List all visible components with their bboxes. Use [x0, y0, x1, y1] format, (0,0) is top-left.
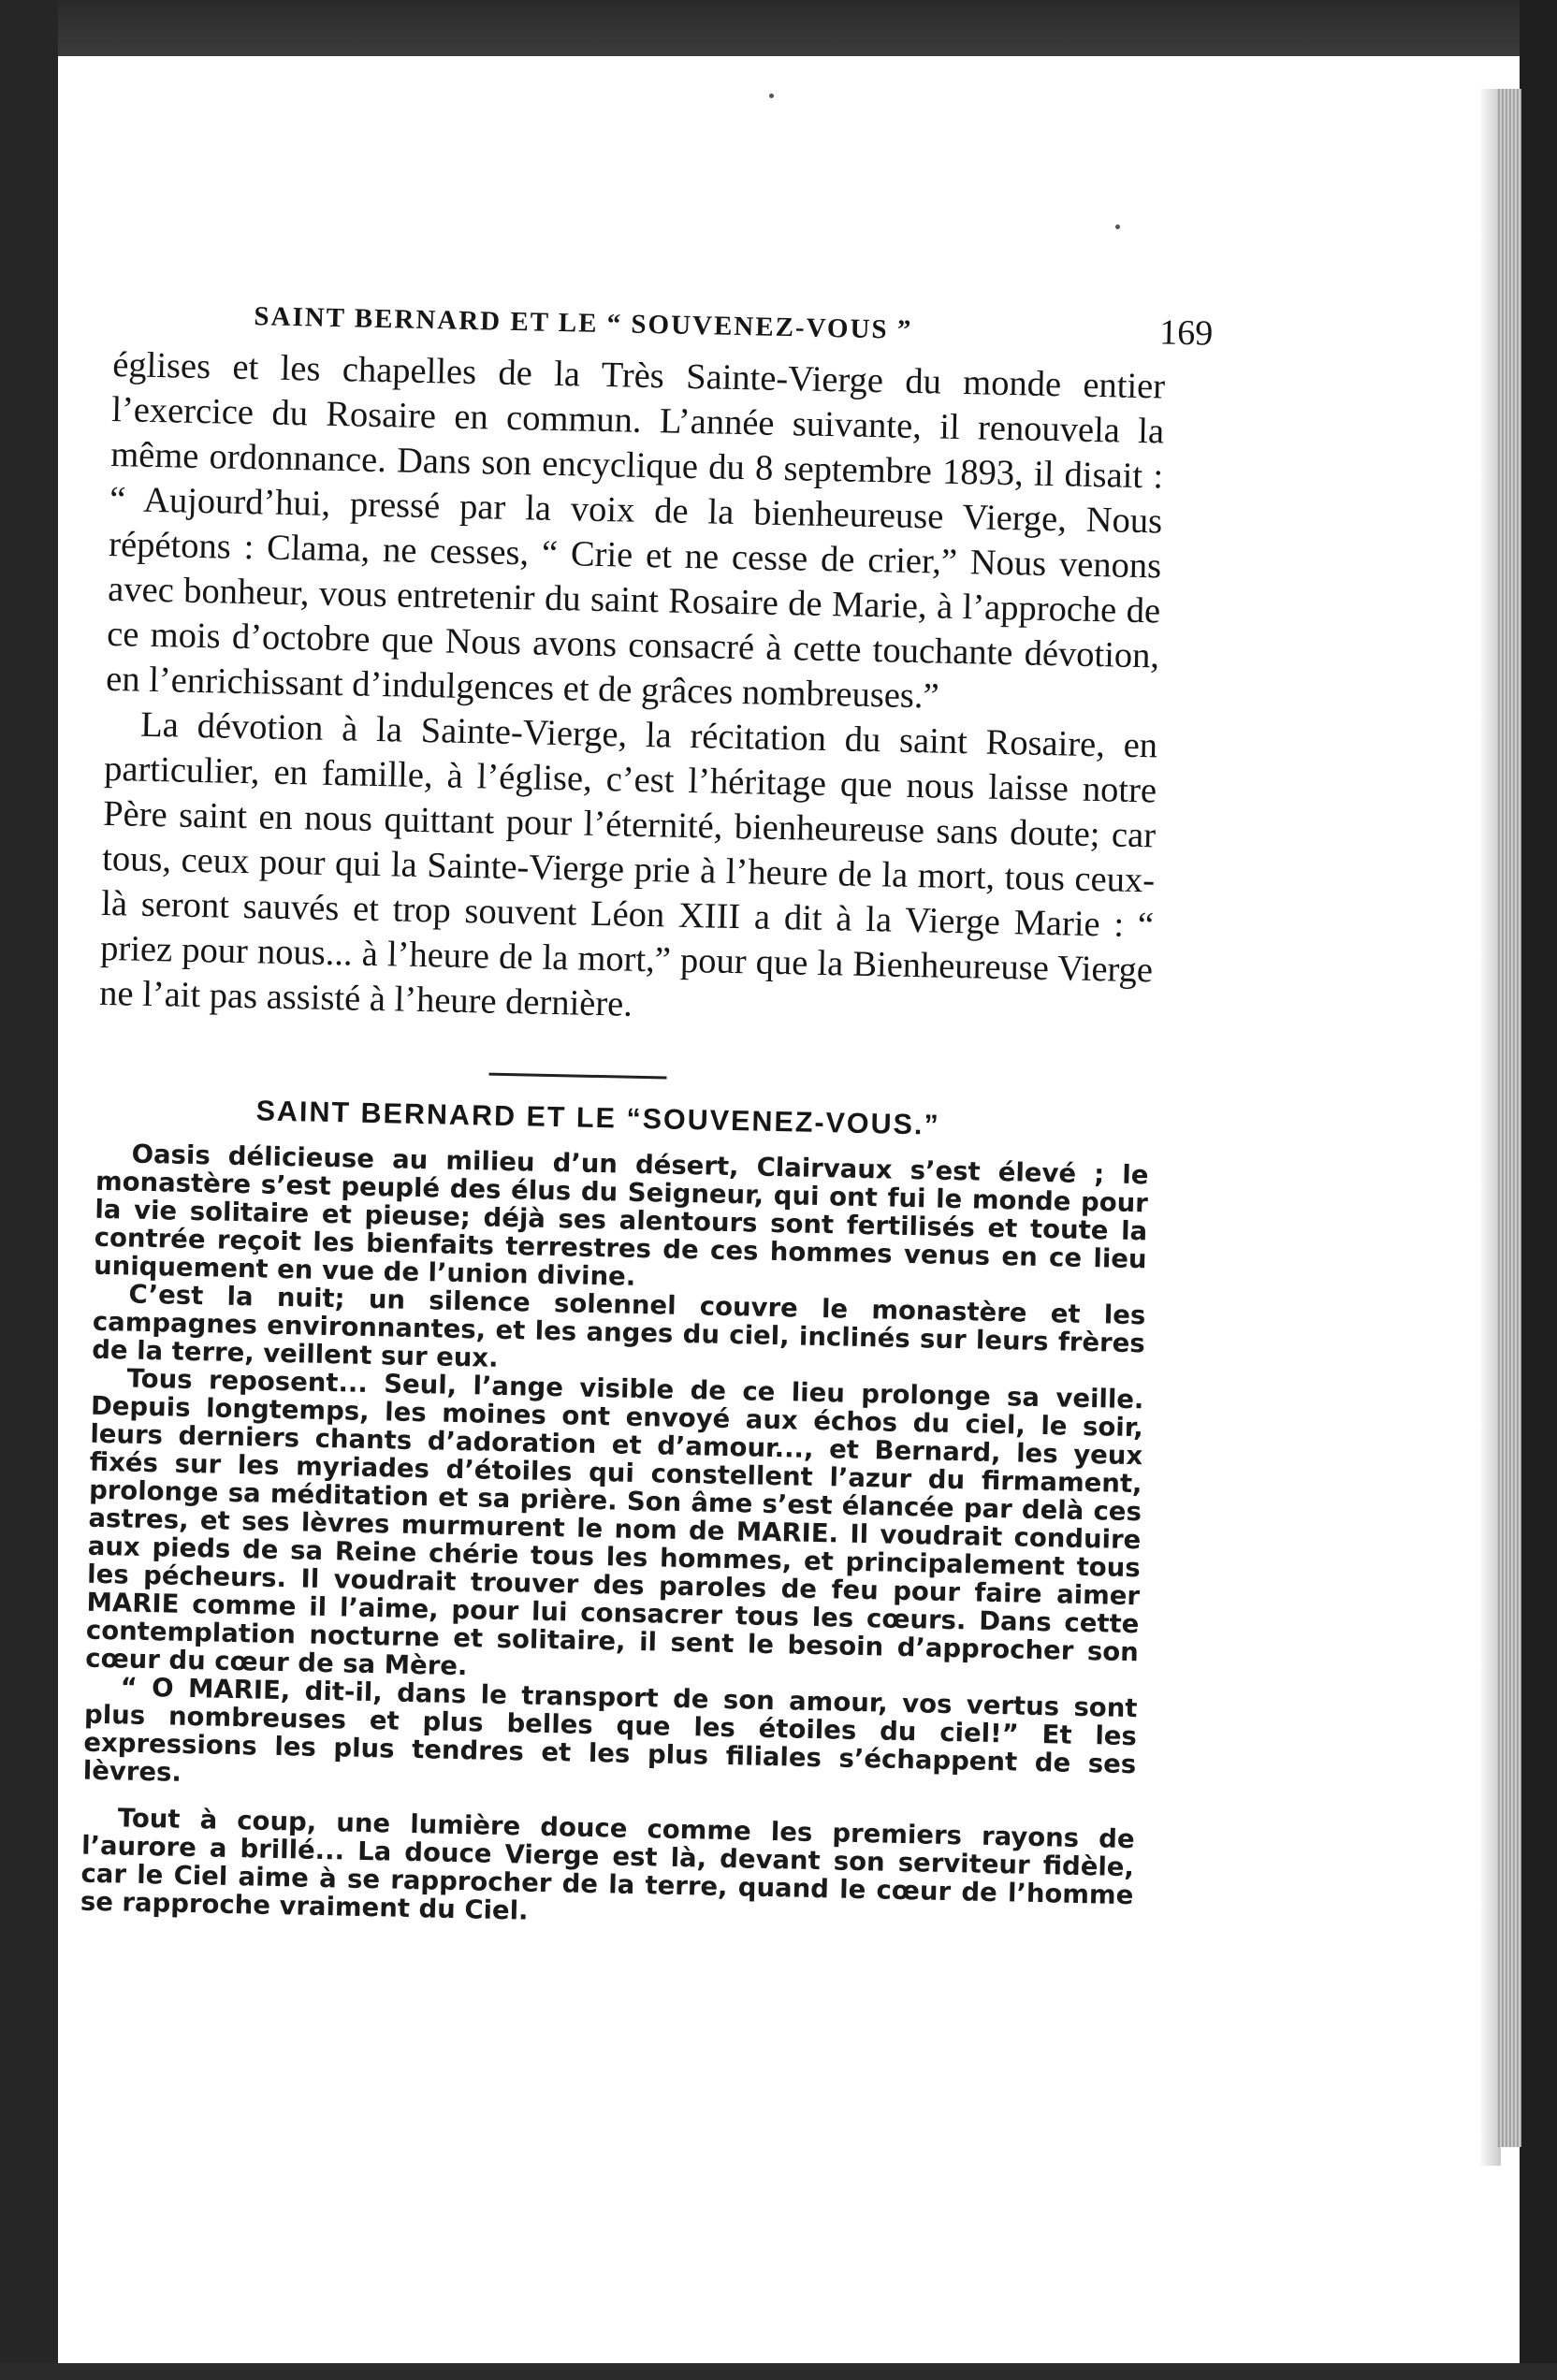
- dust-speck: [769, 94, 774, 98]
- running-title: SAINT BERNARD ET LE “ SOUVENEZ-VOUS ”: [254, 301, 913, 345]
- paragraph: La dévotion à la Sainte-Vierge, la récitation du saint Rosaire, en particulier, en famille, à l’église, c’est l’héritage que nous laisse notre Père saint en nous quittant pour l’éternité, bienheureuse sans doute; car tous, ceux pour qui la Sainte-Vierge prie à l’heure de la mort, tous ceux-là seront sauvés et trop souvent Léon XIII a dit à la Vierge Marie : “ priez pour nous... à l’heure de la mort,” pour que la Bienheureuse Vierge ne l’ait pas assisté à l’heure dernière.: [98, 704, 1158, 1024]
- paragraph: Tout à coup, une lumière douce comme les premiers rayons de l’aurore a brillé... La douce Vierge est là, devant son serviteur fidèle, car le Ciel aime à se rapprocher de la terre, quand le cœur de l’homme se rapproche vraiment du Ciel.: [80, 1803, 1135, 1926]
- paragraph: églises et les chapelles de la Très Sainte-Vierge du monde entier l’exercice du Rosaire en commun. L’année suivante, il renouvela la même ordonnance. Dans son encyclique du 8 septembre 1893, il disait : “ Aujourd’hui, pressé par la voix de la bienheureuse Vierge, Nous répétons : Clama, ne cesses, “ Crie et ne cesse de crier,” Nous venons avec bonheur, vous entretenir du saint Rosaire de Marie, à l’approche de ce mois d’octobre que Nous avons consacré à cette touchante dévotion, en l’enrichissant d’indulgences et de grâces nombreuses.”: [105, 344, 1166, 717]
- running-head: [254, 293, 1214, 354]
- scan-border-left: [0, 0, 58, 2380]
- scan-border-bottom: [0, 2363, 1557, 2380]
- book-page: [58, 56, 1480, 2363]
- scan-border-right: [1520, 0, 1557, 2380]
- paragraph: Tous reposent... Seul, l’ange visible de ce lieu prolonge sa veille. Depuis longtemps, les moines ont envoyé aux échos du ciel, le soir, leurs derniers chants d’adoration et d’amour..., et Bernard, les yeux fixés sur les myriades d’étoiles qui constellent l’azur du firmament, prolonge sa méditation et sa prière. Son âme s’est élancée par delà ces astres, et ses lèvres murmurent le nom de MARIE. Il voudrait conduire aux pieds de sa Reine chérie tous les hommes, et principalement tous les pécheurs. Il voudrait trouver des paroles de feu pour faire aimer MARIE comme il l’aime, pour lui consacrer tous les cœurs. Dans cette contemplation nocturne et solitaire, il sent le besoin d’approcher son cœur du cœur de sa Mère.: [85, 1363, 1144, 1682]
- scan-border-top: [0, 0, 1557, 56]
- book-page-edges: [1497, 89, 1521, 2147]
- section-heading: SAINT BERNARD ET LE “SOUVENEZ-VOUS.”: [255, 1095, 941, 1141]
- page-number: 169: [1158, 312, 1214, 354]
- section-separator-rule: [489, 1073, 667, 1080]
- upper-text-block: [99, 342, 1166, 1038]
- paragraph: C’est la nuit; un silence solennel couvre le monastère et les campagnes environnantes, et les anges du ciel, inclinés sur leurs frères de la terre, veillent sur eux.: [91, 1279, 1146, 1373]
- page-content: [80, 290, 1214, 1938]
- dust-speck: [1115, 225, 1120, 229]
- paragraph: “ O MARIE, dit-il, dans le transport de son amour, vos vertus sont plus nombreuses et plus belles que les étoiles du ciel!” Et les expressions les plus tendres et les plus filiales s’échappent de ses lèvres.: [82, 1672, 1138, 1788]
- lower-text-block: [80, 1139, 1149, 1937]
- paragraph: Oasis délicieuse au milieu d’un désert, Clairvaux s’est élevé ; le monastère s’est peuplé des élus du Seigneur, qui ont fui le monde pour la vie solitaire et pieuse; déjà ses alentours sont fertilisés et toute la contrée reçoit les bienfaits terrestres de ces hommes venus en ce lieu uniquement en vue de l’union divine.: [93, 1139, 1149, 1292]
